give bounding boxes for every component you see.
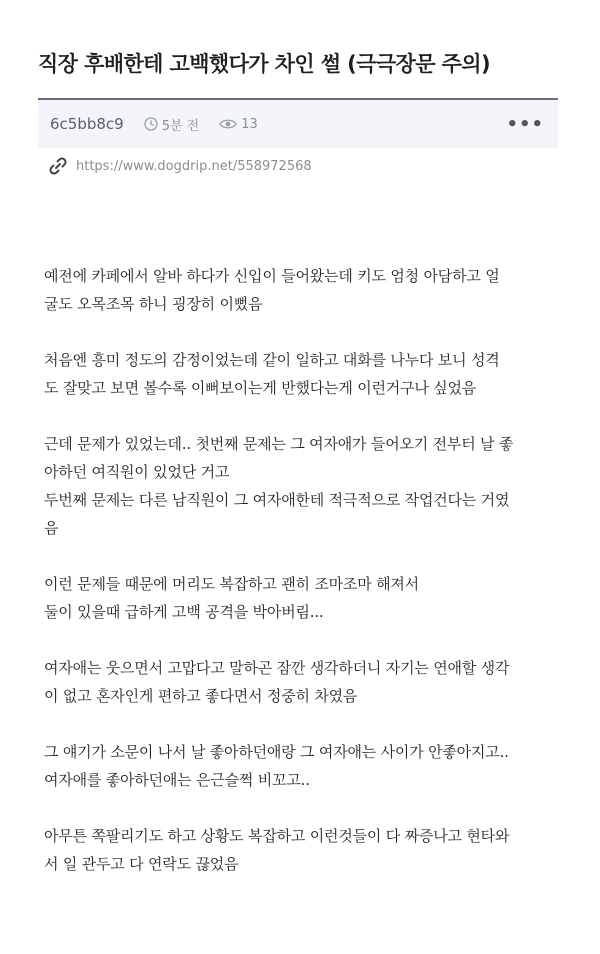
paragraph-line: 여자애를 좋아하던애는 은근슬쩍 비꼬고.. xyxy=(44,771,310,789)
post-views xyxy=(219,117,258,132)
paragraph-line: 아무튼 쪽팔리기도 하고 상황도 복잡하고 이런것들이 다 짜증나고 현타와 xyxy=(44,827,510,845)
paragraph-line: 도 잘맞고 보면 볼수록 이뻐보이는게 반했다는게 이런거구나 싶었음 xyxy=(44,379,477,397)
post-body xyxy=(44,262,574,906)
paragraph-line: 여자애는 웃으면서 고맙다고 말하곤 잠깐 생각하더니 자기는 연애할 생각 xyxy=(44,659,510,677)
post-views-count: 13 xyxy=(241,116,258,132)
more-dots-icon[interactable]: ••• xyxy=(506,113,544,135)
post-time xyxy=(144,115,200,134)
paragraph-line: 굴도 오목조목 하니 굉장히 이뻤음 xyxy=(44,295,263,313)
paragraph-line: 이런 문제들 때문에 머리도 복잡하고 괜히 조마조마 해져서 xyxy=(44,575,419,593)
post-paragraph xyxy=(44,654,574,710)
post-meta-bar xyxy=(38,98,558,148)
paragraph-line: 아하던 여직원이 있었단 거고 xyxy=(44,463,230,481)
paragraph-line: 서 일 관두고 다 연락도 끊었음 xyxy=(44,855,239,873)
post-paragraph xyxy=(44,346,574,402)
paragraph-line: 음 xyxy=(44,519,59,537)
post-paragraph xyxy=(44,430,574,542)
clock-icon xyxy=(144,117,158,131)
paragraph-line: 둘이 있을때 급하게 고백 공격을 박아버림... xyxy=(44,603,324,621)
paragraph-line: 두번째 문제는 다른 남직원이 그 여자애한테 적극적으로 작업건다는 거였 xyxy=(44,491,510,509)
link-icon xyxy=(48,156,68,176)
paragraph-line: 처음엔 흥미 정도의 감정이었는데 같이 일하고 대화를 나누다 보니 성격 xyxy=(44,351,500,369)
eye-icon xyxy=(219,118,237,130)
paragraph-line: 예전에 카페에서 알바 하다가 신입이 들어왔는데 키도 엄청 아담하고 얼 xyxy=(44,267,500,285)
post-url-row[interactable] xyxy=(48,156,312,176)
post-paragraph xyxy=(44,822,574,878)
paragraph-line: 그 얘기가 소문이 나서 날 좋아하던애랑 그 여자애는 사이가 안좋아지고.. xyxy=(44,743,509,761)
post-paragraph xyxy=(44,570,574,626)
paragraph-line: 이 없고 혼자인게 편하고 좋다면서 정중히 차였음 xyxy=(44,687,358,705)
post-title: 직장 후배한테 고백했다가 차인 썰 (극극장문 주의) xyxy=(38,52,490,76)
post-paragraph xyxy=(44,738,574,794)
author-name[interactable]: 6c5bb8c9 xyxy=(50,115,124,133)
post-url-text[interactable]: https://www.dogdrip.net/558972568 xyxy=(76,158,312,174)
paragraph-line: 근데 문제가 있었는데.. 첫번째 문제는 그 여자애가 들어오기 전부터 날 좋 xyxy=(44,435,514,453)
post-paragraph xyxy=(44,262,574,318)
post-time-text: 5분 전 xyxy=(161,118,200,134)
